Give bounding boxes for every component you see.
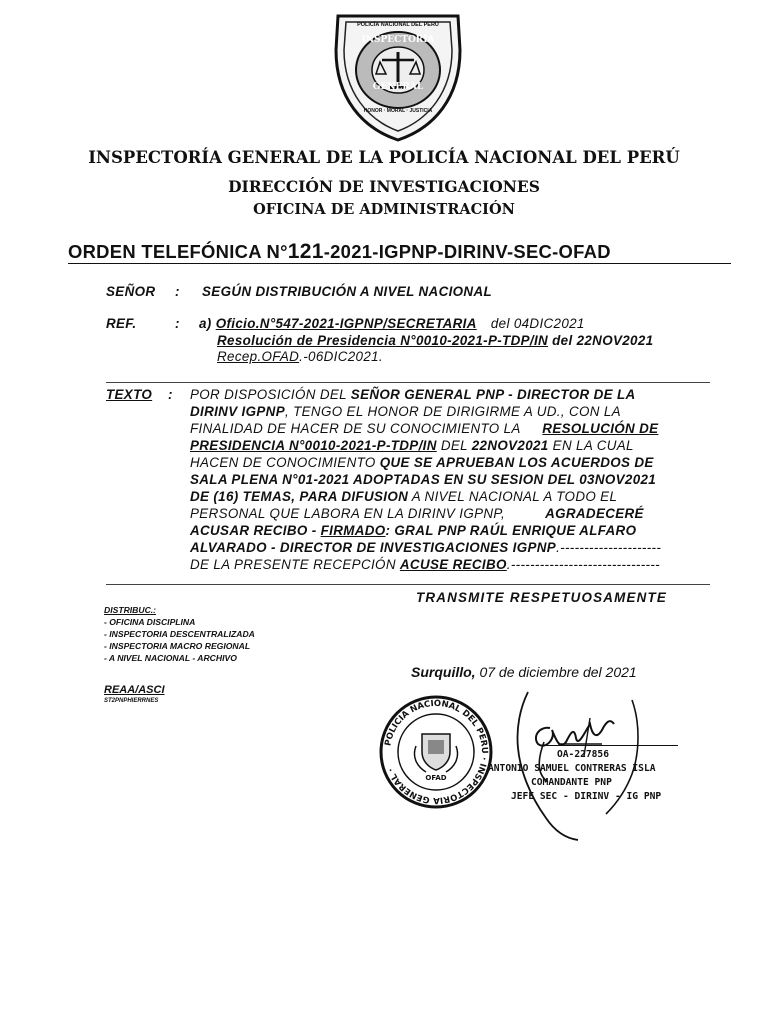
order-title (68, 240, 611, 264)
t4a: PRESIDENCIA N°0010-2021-P-TDP/IN (190, 438, 437, 453)
texto-line-6: SALA PLENA N°01-2021 ADOPTADAS EN SU SESION DEL 03NOV2021 (190, 472, 657, 487)
t4c: 22NOV2021 (471, 438, 549, 453)
ref-oficio: Oficio.N°547-2021-IGPNP/SECRETARIA (215, 316, 477, 331)
texto-line-3 (190, 421, 658, 436)
ref-recep: Recep.OFAD (217, 349, 300, 364)
distrib-title: DISTRIBUC.: (104, 605, 157, 615)
seal-top-text: POLICÍA NACIONAL DEL PERÚ (357, 22, 439, 28)
t1a: POR DISPOSICIÓN DEL (190, 387, 351, 402)
signature-rule (546, 745, 678, 746)
t8a: PERSONAL QUE LABORA EN LA DIRINV IGPNP, (190, 506, 510, 521)
place: Surquillo, (411, 664, 476, 680)
ref-resolucion: Resolución de Presidencia N°0010-2021-P-TDP/IN (217, 333, 549, 348)
stamp-ring-text: POLICIA NACIONAL DEL PERU · INSPECTORIA GENERAL · (383, 698, 490, 806)
ref-recep-date: .-06DIC2021. (299, 349, 383, 364)
header-line-3: OFICINA DE ADMINISTRACIÓN (253, 201, 515, 218)
separator-top (106, 382, 710, 383)
texto-line-2 (190, 404, 621, 419)
t5a: HACEN DE CONOCIMIENTO (190, 455, 380, 470)
order-number: 121 (287, 240, 324, 263)
initials-sub: ST2PNPHIERRNES (104, 698, 159, 704)
t9a: ACUSAR RECIBO - (190, 523, 321, 538)
distrib-item: - INSPECTORIA MACRO REGIONAL (104, 641, 251, 651)
signature-cip: OA-227856 (557, 749, 609, 760)
texto-line-1 (190, 387, 636, 402)
t8b: AGRADECERÉ (545, 506, 644, 521)
distrib-item: - A NIVEL NACIONAL - ARCHIVO (104, 653, 237, 663)
order-suffix: -2021-IGPNP-DIRINV-SEC-OFAD (323, 241, 611, 262)
t11b: ACUSE RECIBO (399, 557, 507, 572)
texto-line-10 (190, 540, 661, 555)
texto-label: TEXTO (106, 387, 153, 402)
separator-bottom (106, 584, 710, 585)
inspectoria-seal (330, 10, 466, 144)
t5b: QUE SE APRUEBAN LOS ACUERDOS DE (379, 455, 654, 470)
texto-line-9 (190, 523, 636, 538)
t10a: ALVARADO - DIRECTOR DE INVESTIGACIONES IGPNP (190, 540, 557, 555)
ofad-stamp (378, 694, 494, 810)
ref-resolucion-date: del 22NOV2021 (552, 333, 654, 348)
title-underline (68, 263, 731, 264)
t10b: .--------------------- (556, 540, 662, 555)
t2a: DIRINV IGPNP (190, 404, 285, 419)
ref-label: REF. (106, 316, 137, 331)
t4b: DEL (436, 438, 472, 453)
senor-colon: : (175, 284, 180, 299)
senor-label: SEÑOR (106, 284, 156, 299)
date: 07 de diciembre del 2021 (475, 664, 637, 680)
t3b: RESOLUCIÓN DE (542, 421, 659, 436)
t9b: FIRMADO (320, 523, 386, 538)
header-line-1: INSPECTORÍA GENERAL DE LA POLICÍA NACIONAL DEL PERÚ (88, 148, 680, 167)
distrib-item: - INSPECTORIA DESCENTRALIZADA (104, 629, 255, 639)
t7b: A NIVEL NACIONAL A TODO EL (408, 489, 618, 504)
senor-value: SEGÚN DISTRIBUCIÓN A NIVEL NACIONAL (202, 284, 492, 299)
header-line-2: DIRECCIÓN DE INVESTIGACIONES (228, 177, 540, 196)
seal-word-inspectoria: INSPECTORÍA (361, 35, 435, 45)
ref-line-1 (199, 316, 585, 331)
texto-line-5 (190, 455, 654, 470)
t1b: SEÑOR GENERAL PNP - DIRECTOR DE LA (350, 387, 636, 402)
distrib-item: - OFICINA DISCIPLINA (104, 617, 196, 627)
texto-colon: : (168, 387, 173, 402)
t4d: EN LA CUAL (548, 438, 634, 453)
ref-item: a) (199, 316, 212, 331)
signature-name: ANTONIO SAMUEL CONTRERAS ISLA (488, 763, 656, 774)
t3a: FINALIDAD DE HACER DE SU CONOCIMIENTO LA (190, 421, 525, 436)
texto-line-4 (190, 438, 634, 453)
texto-line-7 (190, 489, 617, 504)
ref-line-3 (217, 349, 383, 364)
stamp-center-text: OFAD (425, 774, 447, 782)
t7a: DE (16) TEMAS, PARA DIFUSION (190, 489, 409, 504)
t2b: , TENGO EL HONOR DE DIRIGIRME A UD., CON LA (284, 404, 621, 419)
ref-oficio-date: del 04DIC2021 (490, 316, 585, 331)
signature-rank: COMANDANTE PNP (531, 777, 612, 788)
signature-post: JEFE SEC - DIRINV - IG PNP (511, 791, 662, 802)
seal-word-general: GENERAL (372, 82, 424, 92)
t11a: DE LA PRESENTE RECEPCIÓN (190, 557, 400, 572)
seal-motto: HONOR · MORAL · JUSTICIA (363, 108, 433, 114)
initials: REAA/ASCI (104, 684, 165, 696)
transmite-text: TRANSMITE RESPETUOSAMENTE (416, 590, 667, 605)
texto-line-11 (190, 557, 660, 572)
texto-line-8 (190, 506, 644, 521)
order-prefix: ORDEN TELEFÓNICA N° (68, 241, 288, 262)
ref-colon: : (175, 316, 180, 331)
t11c: .------------------------------- (506, 557, 660, 572)
t9c: : GRAL PNP RAÚL ENRIQUE ALFARO (385, 523, 637, 538)
ref-line-2 (217, 333, 653, 348)
